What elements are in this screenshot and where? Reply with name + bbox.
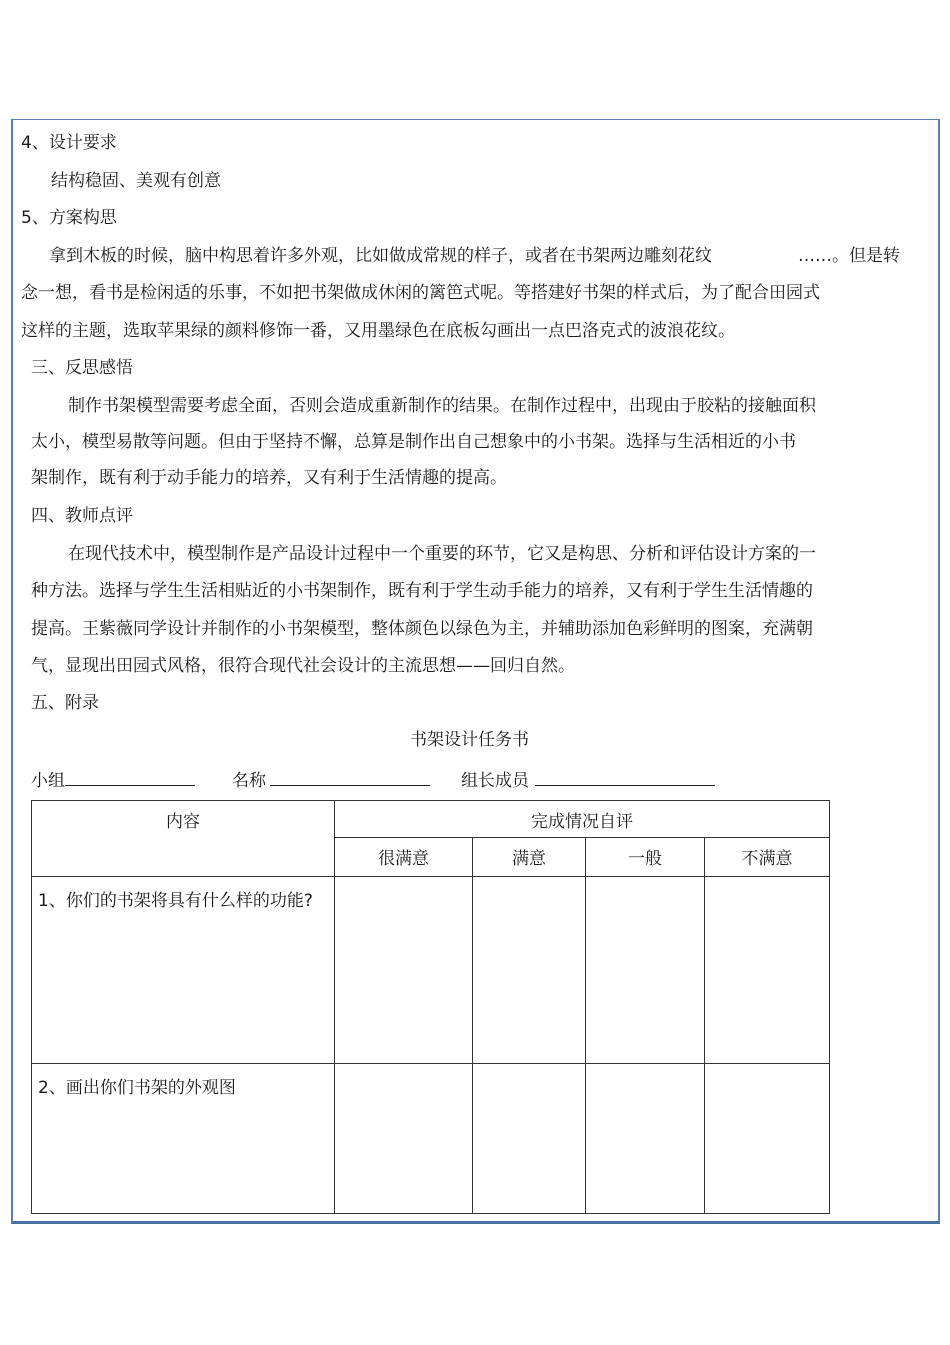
- name-field: [232, 767, 430, 792]
- teacher-comment-line: 提高。王紫薇同学设计并制作的小书架模型，整体颜色以绿色为主，并辅助添加色彩鲜明的图案，充满朝: [31, 619, 813, 639]
- question-cell: 2、画出你们书架的外观图: [32, 1064, 335, 1214]
- teacher-comment-line: 种方法。选择与学生生活相贴近的小书架制作，既有利于学生动手能力的培养，又有利于学生生活情趣的: [31, 581, 813, 601]
- table-row: [32, 877, 830, 1064]
- rating-cell[interactable]: [473, 1064, 586, 1214]
- members-label: 组长成员: [461, 771, 529, 791]
- group-field: [31, 767, 195, 792]
- name-label: 名称: [232, 771, 266, 791]
- content-header: 内容: [32, 801, 335, 877]
- design-requirements-text: 结构稳固、美观有创意: [51, 171, 221, 191]
- rating-cell[interactable]: [335, 877, 473, 1064]
- question-cell: 1、你们的书架将具有什么样的功能?: [32, 877, 335, 1064]
- task-sheet-title: 书架设计任务书: [410, 730, 529, 750]
- rating-cell[interactable]: [586, 877, 705, 1064]
- section-heading-appendix: 五、附录: [31, 693, 99, 713]
- rating-cell[interactable]: [473, 877, 586, 1064]
- rating-cell[interactable]: [586, 1064, 705, 1214]
- reflection-paragraph-line: 架制作，既有利于动手能力的培养，又有利于生活情趣的提高。: [31, 468, 507, 488]
- plan-paragraph-line: 念一想，看书是检闲适的乐事，不如把书架做成休闲的篱笆式呢。等搭建好书架的样式后，为了配合田园式: [21, 283, 820, 303]
- reflection-paragraph-line: 制作书架模型需要考虑全面，否则会造成重新制作的结果。在制作过程中，出现由于胶粘的接触面积: [68, 396, 816, 416]
- name-blank[interactable]: [270, 767, 430, 786]
- rating-very-satisfied-header: 很满意: [335, 838, 473, 877]
- rating-satisfied-header: 满意: [473, 838, 586, 877]
- members-blank[interactable]: [535, 767, 715, 786]
- rating-cell[interactable]: [335, 1064, 473, 1214]
- rating-dissatisfied-header: 不满意: [705, 838, 830, 877]
- evaluation-table: [31, 800, 830, 1214]
- section-heading-design-requirements: 4、设计要求: [21, 133, 117, 153]
- section-heading-teacher-comment: 四、教师点评: [31, 506, 133, 526]
- reflection-paragraph-line: 太小，模型易散等问题。但由于坚持不懈，总算是制作出自己想象中的小书架。选择与生活相近的小书: [31, 432, 796, 452]
- table-row: [32, 1064, 830, 1214]
- self-evaluation-header: 完成情况自评: [335, 801, 830, 838]
- group-blank[interactable]: [65, 767, 195, 786]
- group-label: 小组: [31, 771, 65, 791]
- section-heading-reflection: 三、反思感悟: [31, 358, 133, 378]
- rating-average-header: 一般: [586, 838, 705, 877]
- teacher-comment-line: 在现代技术中，模型制作是产品设计过程中一个重要的环节，它又是构思、分析和评估设计方案的一: [68, 544, 816, 564]
- plan-paragraph-line: 这样的主题，选取苹果绿的颜料修饰一番，又用墨绿色在底板勾画出一点巴洛克式的波浪花纹。: [21, 321, 735, 341]
- members-field: [461, 767, 715, 792]
- rating-cell[interactable]: [705, 877, 830, 1064]
- plan-paragraph-line: 拿到木板的时候，脑中构思着许多外观，比如做成常规的样子，或者在书架两边雕刻花纹: [49, 246, 712, 266]
- rating-cell[interactable]: [705, 1064, 830, 1214]
- plan-paragraph-line-end: ……。但是转: [798, 246, 900, 266]
- teacher-comment-line: 气，显现出田园式风格，很符合现代社会设计的主流思想——回归自然。: [31, 656, 575, 676]
- section-heading-plan: 5、方案构思: [21, 208, 117, 228]
